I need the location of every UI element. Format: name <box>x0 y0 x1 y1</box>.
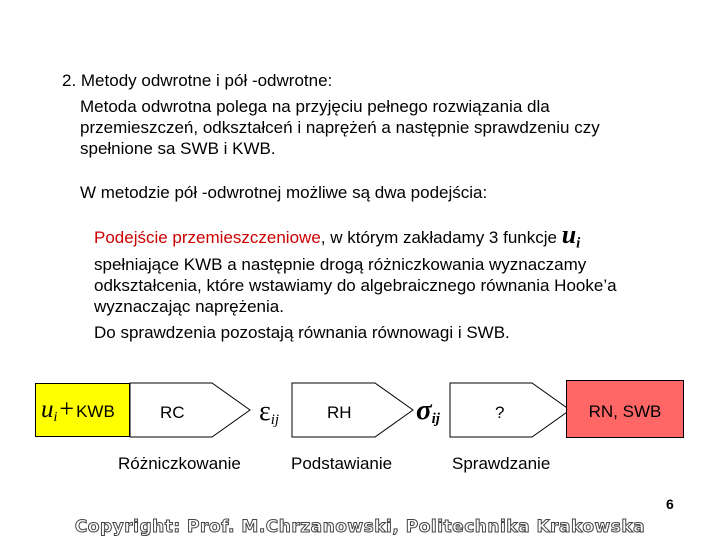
plus-sign: + <box>59 394 75 423</box>
caption-podstawianie: Podstawianie <box>291 454 393 473</box>
text-line: Metoda odwrotna polega na przyjęciu pełnego rozwiązania dla <box>80 97 550 116</box>
paragraph-remaining: Do sprawdzenia pozostają równania równowagi i SWB. <box>94 323 510 342</box>
section-heading: 2. Metody odwrotne i pół -odwrotne: <box>62 71 333 90</box>
arrow-label-rh: RH <box>327 403 352 422</box>
u-symbol: u <box>561 220 577 249</box>
u-symbol: u <box>41 396 54 423</box>
arrow-check <box>450 383 570 437</box>
end-box <box>566 380 684 438</box>
paragraph-semi-inverse: W metodzie pół -odwrotnej możliwe są dwa podejścia: <box>80 183 488 202</box>
text-line: przemieszczeń, odkształceń i naprężeń a następnie sprawdzeniu czy <box>80 118 600 137</box>
strain-symbol <box>259 396 279 429</box>
caption-sprawdzanie: Sprawdzanie <box>452 454 551 473</box>
end-box-label: RN, SWB <box>588 402 662 421</box>
sigma-subscript: ij <box>431 411 440 428</box>
stress-symbol <box>416 394 440 428</box>
start-box-content <box>41 394 115 426</box>
arrow-rc <box>130 383 250 437</box>
caption-rozniczkowanie: Różniczkowanie <box>118 454 241 473</box>
u-subscript: i <box>576 235 581 252</box>
arrow-rh <box>292 383 413 437</box>
u-subscript: i <box>53 410 58 426</box>
text-line: spełnione sa SWB i KWB. <box>80 139 276 158</box>
text-fragment: , w którym zakładamy 3 funkcje <box>320 228 562 247</box>
text-line: odkształcenia, które wstawiamy do algebraicznego równania Hooke’a <box>94 276 617 296</box>
text-line: wyznaczając naprężenia. <box>94 297 284 317</box>
epsilon-subscript: ij <box>270 412 280 429</box>
page-number: 6 <box>666 496 674 512</box>
epsilon-symbol: ε <box>259 396 271 427</box>
copyright-footer: Copyright: Prof. M.Chrzanowski, Politechnika Krakowska <box>74 517 646 537</box>
kwb-label: KWB <box>76 402 115 421</box>
start-box <box>35 383 130 437</box>
sigma-symbol: σ <box>416 394 432 426</box>
highlight-term: Podejście przemieszczeniowe <box>94 228 321 247</box>
arrow-label-question: ? <box>495 403 505 422</box>
text-line: spełniające KWB a następnie drogą różniczkowania wyznaczamy <box>94 255 587 275</box>
arrow-label-rc: RC <box>160 403 185 422</box>
